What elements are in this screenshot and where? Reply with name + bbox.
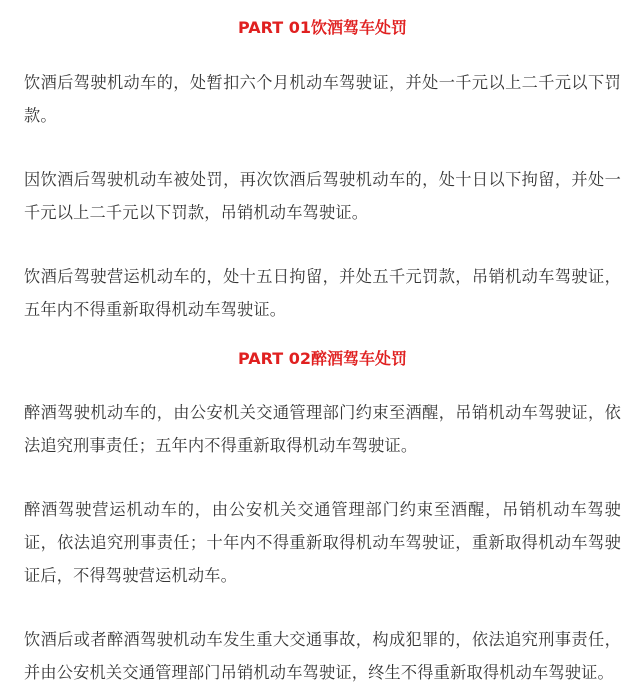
paragraph: 醉酒驾驶机动车的，由公安机关交通管理部门约束至酒醒，吊销机动车驾驶证，依法追究刑事责任；五年内不得重新取得机动车驾驶证。 bbox=[24, 403, 621, 455]
paragraph: 醉酒驾驶营运机动车的，由公安机关交通管理部门约束至酒醒，吊销机动车驾驶证，依法追究刑事责任；十年内不得重新取得机动车驾驶证，重新取得机动车驾驶证后，不得驾驶营运机动车。 bbox=[24, 500, 621, 585]
section-title-part-01: PART 01饮酒驾车处罚 bbox=[238, 18, 407, 37]
section-title-part-02: PART 02醉酒驾车处罚 bbox=[238, 349, 407, 368]
paragraph: 饮酒后驾驶机动车的，处暂扣六个月机动车驾驶证，并处一千元以上二千元以下罚款。 bbox=[24, 73, 621, 125]
paragraph: 饮酒后驾驶营运机动车的，处十五日拘留，并处五千元罚款，吊销机动车驾驶证，五年内不得重新取得机动车驾驶证。 bbox=[24, 267, 621, 319]
paragraph: 因饮酒后驾驶机动车被处罚，再次饮酒后驾驶机动车的，处十日以下拘留，并处一千元以上二千元以下罚款，吊销机动车驾驶证。 bbox=[24, 170, 621, 222]
paragraph: 饮酒后或者醉酒驾驶机动车发生重大交通事故，构成犯罪的，依法追究刑事责任，并由公安机关交通管理部门吊销机动车驾驶证，终生不得重新取得机动车驾驶证。 bbox=[24, 630, 621, 682]
